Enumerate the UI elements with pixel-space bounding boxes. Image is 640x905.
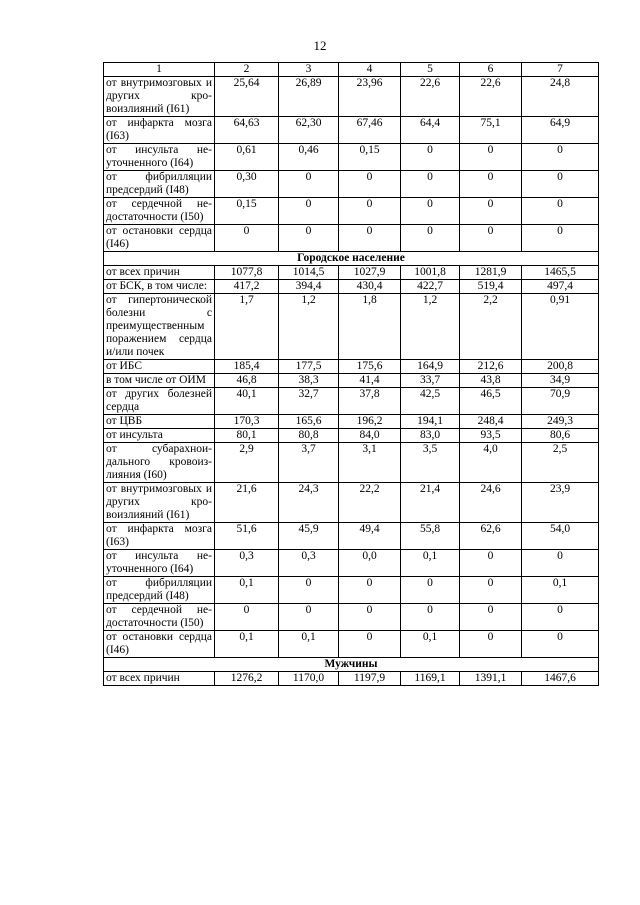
row-label: от внутримозговых и других кровоизлияний (I61) [104, 77, 215, 117]
value-cell: 37,8 [339, 388, 401, 415]
value-cell: 3,5 [401, 443, 460, 483]
column-header: 6 [460, 63, 522, 77]
table-row [104, 429, 599, 443]
table-row [104, 117, 599, 144]
value-cell: 3,1 [339, 443, 401, 483]
row-label: от инсульта [104, 429, 215, 443]
value-cell: 0,46 [279, 144, 339, 171]
value-cell: 25,64 [215, 77, 279, 117]
value-cell: 0 [522, 604, 599, 631]
value-cell: 0,30 [215, 171, 279, 198]
value-cell: 0 [279, 577, 339, 604]
row-label: от внутримозговых и других кровоизлияний (I61) [104, 483, 215, 523]
value-cell: 0 [522, 198, 599, 225]
row-label: в том числе от ОИМ [104, 374, 215, 388]
value-cell: 0 [401, 577, 460, 604]
value-cell: 1027,9 [339, 266, 401, 280]
value-cell: 0,91 [522, 294, 599, 360]
table-row [104, 631, 599, 658]
value-cell: 0,0 [339, 550, 401, 577]
row-label: от остановки сердца (I46) [104, 225, 215, 252]
value-cell: 0 [522, 631, 599, 658]
section-title: Городское население [104, 252, 599, 266]
row-label: от инсульта неуточненного (I64) [104, 144, 215, 171]
value-cell: 1465,5 [522, 266, 599, 280]
value-cell: 0 [279, 171, 339, 198]
column-header: 7 [522, 63, 599, 77]
value-cell: 22,6 [460, 77, 522, 117]
value-cell: 0 [339, 631, 401, 658]
value-cell: 2,9 [215, 443, 279, 483]
value-cell: 1391,1 [460, 672, 522, 686]
value-cell: 0,3 [215, 550, 279, 577]
table-row [104, 294, 599, 360]
value-cell: 2,2 [460, 294, 522, 360]
value-cell: 0 [460, 171, 522, 198]
value-cell: 0,1 [522, 577, 599, 604]
row-label: от фибрилляции предсердий (I48) [104, 171, 215, 198]
value-cell: 417,2 [215, 280, 279, 294]
row-label: от инсульта неуточненного (I64) [104, 550, 215, 577]
value-cell: 43,8 [460, 374, 522, 388]
value-cell: 0,15 [339, 144, 401, 171]
table-row [104, 198, 599, 225]
mortality-table [103, 62, 599, 686]
value-cell: 0 [460, 198, 522, 225]
value-cell: 62,30 [279, 117, 339, 144]
table-row [104, 225, 599, 252]
value-cell: 54,0 [522, 523, 599, 550]
section-row [104, 252, 599, 266]
value-cell: 0 [522, 550, 599, 577]
value-cell: 21,4 [401, 483, 460, 523]
value-cell: 1,2 [401, 294, 460, 360]
section-row [104, 658, 599, 672]
value-cell: 64,63 [215, 117, 279, 144]
value-cell: 84,0 [339, 429, 401, 443]
value-cell: 0 [215, 225, 279, 252]
value-cell: 0 [401, 225, 460, 252]
value-cell: 170,3 [215, 415, 279, 429]
value-cell: 1276,2 [215, 672, 279, 686]
value-cell: 51,6 [215, 523, 279, 550]
value-cell: 0 [522, 144, 599, 171]
column-header: 5 [401, 63, 460, 77]
table-row [104, 77, 599, 117]
value-cell: 3,7 [279, 443, 339, 483]
value-cell: 0 [460, 604, 522, 631]
value-cell: 70,9 [522, 388, 599, 415]
value-cell: 55,8 [401, 523, 460, 550]
value-cell: 83,0 [401, 429, 460, 443]
row-label: от всех причин [104, 266, 215, 280]
value-cell: 64,9 [522, 117, 599, 144]
table-row [104, 360, 599, 374]
value-cell: 22,2 [339, 483, 401, 523]
value-cell: 430,4 [339, 280, 401, 294]
value-cell: 64,4 [401, 117, 460, 144]
table-row [104, 604, 599, 631]
column-header: 2 [215, 63, 279, 77]
value-cell: 0 [401, 604, 460, 631]
table-row [104, 577, 599, 604]
value-cell: 0 [339, 577, 401, 604]
table-row [104, 388, 599, 415]
value-cell: 422,7 [401, 280, 460, 294]
row-label: от всех причин [104, 672, 215, 686]
value-cell: 0 [460, 225, 522, 252]
value-cell: 185,4 [215, 360, 279, 374]
value-cell: 519,4 [460, 280, 522, 294]
value-cell: 0,61 [215, 144, 279, 171]
value-cell: 0 [279, 198, 339, 225]
value-cell: 21,6 [215, 483, 279, 523]
page-number: 12 [313, 38, 327, 53]
value-cell: 1281,9 [460, 266, 522, 280]
value-cell: 22,6 [401, 77, 460, 117]
value-cell: 0 [339, 198, 401, 225]
value-cell: 0,1 [401, 550, 460, 577]
table-row [104, 280, 599, 294]
value-cell: 33,7 [401, 374, 460, 388]
value-cell: 62,6 [460, 523, 522, 550]
value-cell: 0 [279, 604, 339, 631]
value-cell: 200,8 [522, 360, 599, 374]
table-row [104, 672, 599, 686]
table-row [104, 550, 599, 577]
value-cell: 0,1 [279, 631, 339, 658]
table-row [104, 523, 599, 550]
value-cell: 165,6 [279, 415, 339, 429]
row-label: от субарахноидального кровоизлияния (I60) [104, 443, 215, 483]
value-cell: 177,5 [279, 360, 339, 374]
value-cell: 24,6 [460, 483, 522, 523]
row-label: от сердечной недостаточности (I50) [104, 604, 215, 631]
value-cell: 4,0 [460, 443, 522, 483]
row-label: от гипертонической болезни с преимущественным поражением сердца и/или почек [104, 294, 215, 360]
value-cell: 93,5 [460, 429, 522, 443]
value-cell: 26,89 [279, 77, 339, 117]
value-cell: 46,8 [215, 374, 279, 388]
row-label: от фибрилляции предсердий (I48) [104, 577, 215, 604]
value-cell: 1,7 [215, 294, 279, 360]
row-label: от сердечной недостаточности (I50) [104, 198, 215, 225]
value-cell: 249,3 [522, 415, 599, 429]
value-cell: 38,3 [279, 374, 339, 388]
value-cell: 0,15 [215, 198, 279, 225]
row-label: от БСК, в том числе: [104, 280, 215, 294]
value-cell: 0 [401, 198, 460, 225]
value-cell: 1014,5 [279, 266, 339, 280]
value-cell: 212,6 [460, 360, 522, 374]
row-label: от остановки сердца (I46) [104, 631, 215, 658]
row-label: от ЦВБ [104, 415, 215, 429]
value-cell: 45,9 [279, 523, 339, 550]
column-header: 4 [339, 63, 401, 77]
value-cell: 1169,1 [401, 672, 460, 686]
value-cell: 75,1 [460, 117, 522, 144]
table-row [104, 483, 599, 523]
value-cell: 248,4 [460, 415, 522, 429]
value-cell: 0 [339, 225, 401, 252]
value-cell: 1170,0 [279, 672, 339, 686]
value-cell: 194,1 [401, 415, 460, 429]
value-cell: 497,4 [522, 280, 599, 294]
column-header: 1 [104, 63, 215, 77]
value-cell: 0 [215, 604, 279, 631]
value-cell: 67,46 [339, 117, 401, 144]
column-header: 3 [279, 63, 339, 77]
table-row [104, 374, 599, 388]
value-cell: 0,3 [279, 550, 339, 577]
section-title: Мужчины [104, 658, 599, 672]
value-cell: 2,5 [522, 443, 599, 483]
value-cell: 0 [522, 225, 599, 252]
value-cell: 49,4 [339, 523, 401, 550]
table-row [104, 415, 599, 429]
value-cell: 175,6 [339, 360, 401, 374]
table-row [104, 266, 599, 280]
value-cell: 0 [460, 631, 522, 658]
value-cell: 1,8 [339, 294, 401, 360]
value-cell: 46,5 [460, 388, 522, 415]
table-header-row [104, 63, 599, 77]
value-cell: 41,4 [339, 374, 401, 388]
value-cell: 1,2 [279, 294, 339, 360]
value-cell: 0,1 [215, 577, 279, 604]
value-cell: 1467,6 [522, 672, 599, 686]
value-cell: 0,1 [401, 631, 460, 658]
value-cell: 0 [339, 604, 401, 631]
value-cell: 1077,8 [215, 266, 279, 280]
value-cell: 0,1 [215, 631, 279, 658]
value-cell: 32,7 [279, 388, 339, 415]
value-cell: 0 [460, 550, 522, 577]
value-cell: 42,5 [401, 388, 460, 415]
value-cell: 0 [460, 144, 522, 171]
table-row [104, 171, 599, 198]
value-cell: 23,96 [339, 77, 401, 117]
value-cell: 40,1 [215, 388, 279, 415]
value-cell: 0 [401, 171, 460, 198]
row-label: от ИБС [104, 360, 215, 374]
value-cell: 24,8 [522, 77, 599, 117]
value-cell: 0 [279, 225, 339, 252]
value-cell: 196,2 [339, 415, 401, 429]
value-cell: 1197,9 [339, 672, 401, 686]
value-cell: 0 [339, 171, 401, 198]
value-cell: 34,9 [522, 374, 599, 388]
value-cell: 24,3 [279, 483, 339, 523]
value-cell: 23,9 [522, 483, 599, 523]
value-cell: 164,9 [401, 360, 460, 374]
row-label: от других болезней сердца [104, 388, 215, 415]
table-row [104, 443, 599, 483]
value-cell: 80,8 [279, 429, 339, 443]
value-cell: 1001,8 [401, 266, 460, 280]
value-cell: 0 [522, 171, 599, 198]
value-cell: 394,4 [279, 280, 339, 294]
row-label: от инфаркта мозга (I63) [104, 117, 215, 144]
value-cell: 0 [401, 144, 460, 171]
value-cell: 0 [460, 577, 522, 604]
value-cell: 80,1 [215, 429, 279, 443]
table-row [104, 144, 599, 171]
row-label: от инфаркта мозга (I63) [104, 523, 215, 550]
value-cell: 80,6 [522, 429, 599, 443]
